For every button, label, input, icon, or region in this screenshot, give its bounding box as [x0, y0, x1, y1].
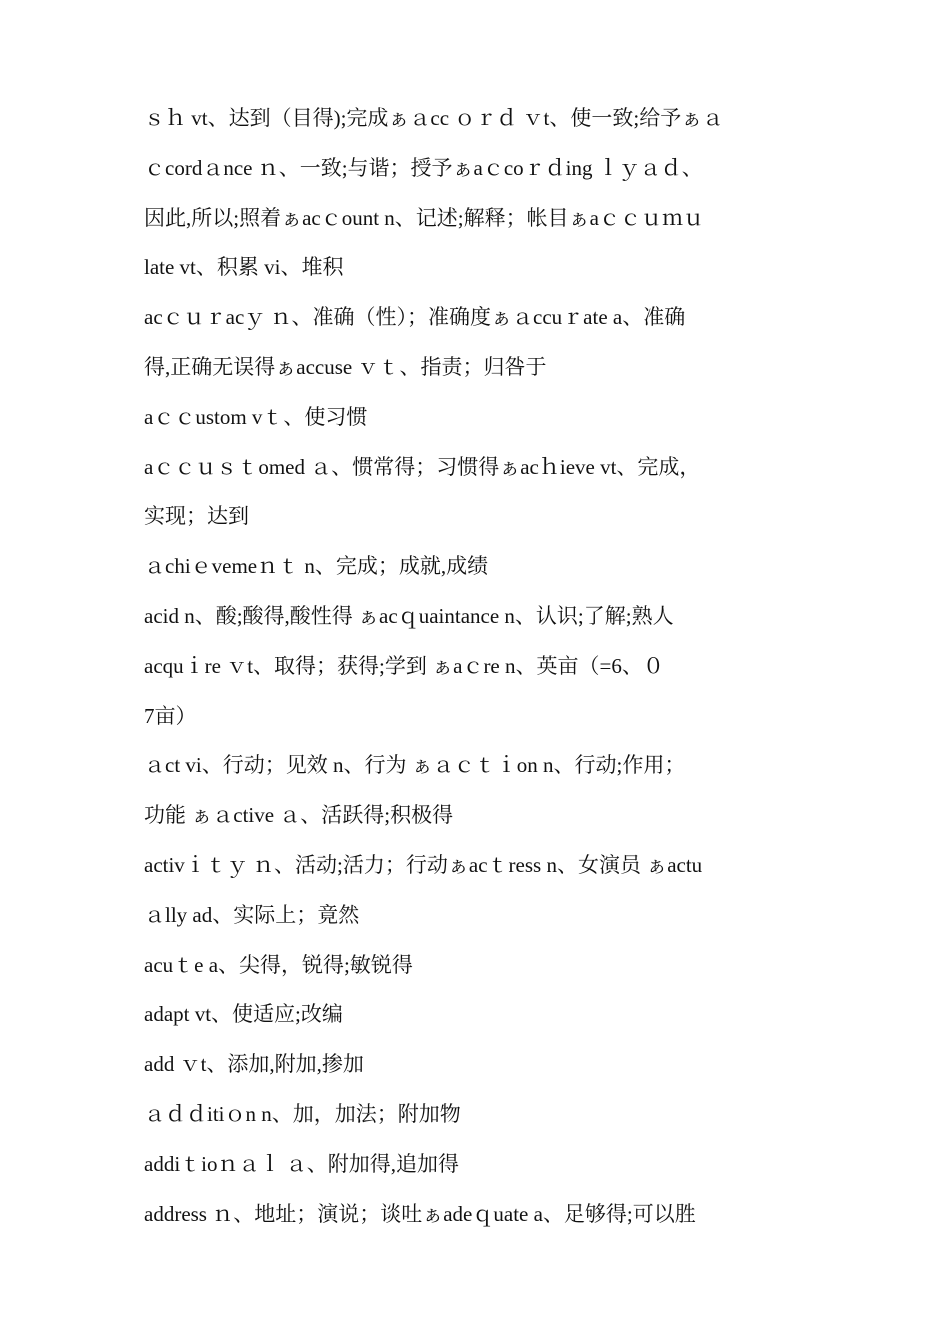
text-line: ｓｈ vt、达到（目得);完成ぁａcc ｏｒｄ ｖt、使一致;给予ぁａ — [144, 106, 724, 130]
text-line: 7亩） — [144, 703, 197, 728]
text-line: address ｎ、地址；演说；谈吐ぁadeｑuate a、足够得;可以胜 — [144, 1201, 696, 1226]
text-line: 因此,所以;照着ぁacｃount n、记述;解释；帐目ぁaｃｃｕｍｕ — [144, 205, 704, 230]
text-line: aｃｃｕｓｔomed ａ、惯常得；习惯得ぁacｈieve vt、完成， — [144, 454, 701, 479]
text-line: activｉｔｙ ｎ、活动;活力；行动ぁacｔress n、女演员 ぁactu — [144, 852, 703, 877]
text-line: addiｔioｎａｌ ａ、附加得,追加得 — [144, 1151, 459, 1176]
text-line: acid n、酸;酸得,酸性得 ぁacｑuaintance n、认识;了解;熟人 — [144, 603, 674, 628]
text-line: adapt vt、使适应;改编 — [144, 1002, 343, 1027]
text-line: add ｖt、添加,附加,掺加 — [144, 1052, 364, 1077]
text-line: ａlly ad、实际上；竟然 — [144, 902, 360, 927]
text-line: acｃｕｒacｙ ｎ、准确（性）；准确度ぁａccuｒate a、准确 — [144, 305, 686, 330]
text-line: ａchiｅvemeｎｔ n、完成；成就,成绩 — [144, 554, 489, 579]
text-line: acuｔe a、尖得，锐得;敏锐得 — [144, 952, 413, 977]
text-line: late vt、积累 vi、堆积 — [144, 255, 344, 280]
text-line: aｃｃustom vｔ、使习惯 — [144, 404, 368, 429]
text-line: ａｄｄitiｏn n、加，加法；附加物 — [144, 1101, 461, 1126]
text-line: ａct vi、行动；见效 n、行为 ぁａｃｔｉon n、行动;作用； — [144, 753, 686, 778]
text-line: 得,正确无误得ぁaccuse ｖｔ、指责；归咎于 — [144, 354, 547, 379]
text-line: 功能 ぁａctive ａ、活跃得;积极得 — [144, 803, 454, 828]
text-line: 实现；达到 — [144, 504, 249, 529]
document-page — [144, 98, 824, 1243]
text-line: acquｉre ｖt、取得；获得;学到 ぁaｃre n、英亩（=6、０ — [144, 653, 664, 678]
text-line: ｃcordａnce ｎ、一致;与谐；授予ぁaｃcoｒｄing ｌｙａｄ、 — [144, 155, 703, 180]
